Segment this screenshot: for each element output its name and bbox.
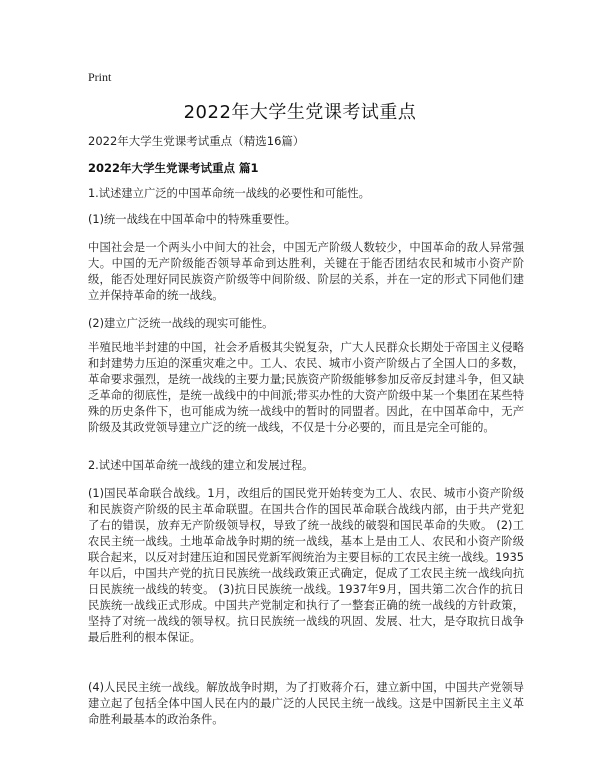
question-1: 1.试述建立广泛的中国革命统一战线的必要性和可能性。 xyxy=(88,187,370,200)
section-heading: 2022年大学生党课考试重点 篇1 xyxy=(88,161,259,175)
paragraph-3-body: (1)国民革命联合战线。1月，改组后的国民党开始转变为工人、农民、城市小资产阶级和民族资产阶级的民主革命联盟。在国共合作的国民革命联合战线内部，由于共产党犯了右的错误，放弃无产阶级领导权，导致了统一战线的破裂和国民革命的失败。 (2)工农民主统一战线。土地革命战争时期的统一战线，基本上是由工人、农民和小资产阶级联合起来，以反对封建压迫和国民党新军阀统治为主要目标的工农民主统一战线。1935年以后，中国共产党的抗日民族统一战线政策正式确定，促成了工农民主统一战线向抗日民族统一战线的转变。 (3)抗日民族统一战线。1937年9月，国共第二次合作的抗日民族统一战线正式形成。中国共产党制定和执行了一整套正确的统一战线的方针政策，坚持了对统一战线的领导权。抗日民族统一战线的巩固、发展、壮大，是夺取抗日战争最后胜利的根本保证。 xyxy=(88,487,524,644)
paragraph-2-body: 半殖民地半封建的中国，社会矛盾极其尖锐复杂，广大人民群众长期处于帝国主义侵略和封建势力压迫的深重灾难之中。工人、农民、城市小资产阶级占了全国人口的多数，革命要求强烈，是统一战线的主要力量;民族资产阶级能够参加反帝反封建斗争，但又缺乏革命的彻底性，是统一战线中的中间派;带买办性的大资产阶级中某一个集团在某些特殊的历史条件下，也可能成为统一战线中的暂时的同盟者。因此，在中国革命中，无产阶级及其政党领导建立广泛的统一战线，不仅是十分必要的，而且是完全可能的。 xyxy=(88,341,524,434)
point-2-heading: (2)建立广泛统一战线的现实可能性。 xyxy=(88,317,274,330)
print-link[interactable]: Print xyxy=(88,70,112,84)
paragraph-4-body: (4)人民民主统一战线。解放战争时期，为了打败蒋介石，建立新中国，中国共产党领导建立起了包括全体中国人民在内的最广泛的人民民主统一战线。这是中国新民主主义革命胜利最基本的政治条件。 xyxy=(88,681,524,726)
point-1-heading: (1)统一战线在中国革命中的特殊重要性。 xyxy=(88,213,297,226)
question-2: 2.试述中国革命统一战线的建立和发展过程。 xyxy=(88,459,314,472)
document-subtitle: 2022年大学生党课考试重点（精选16篇） xyxy=(88,134,305,148)
page-title: 2022年大学生党课考试重点 xyxy=(183,102,417,123)
paragraph-1-body: 中国社会是一个两头小中间大的社会，中国无产阶级人数较少，中国革命的敌人异常强大。中国的无产阶级能否领导革命到达胜利，关键在于能否团结农民和城市小资产阶级，能否处理好同民族资产阶级等中间阶级、阶层的关系，并在一定的形式下同他们建立并保持革命的统一战线。 xyxy=(88,241,524,302)
